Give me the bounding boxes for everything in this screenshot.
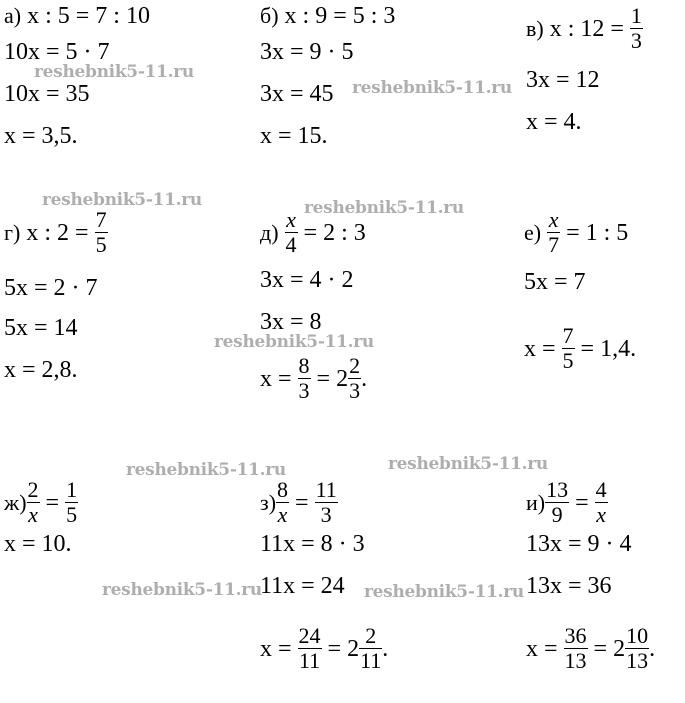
problem-i-final-fraction-1 — [564, 624, 588, 673]
watermark: reshebnik5-11.ru — [214, 332, 374, 352]
watermark: reshebnik5-11.ru — [304, 198, 464, 218]
problem-z-final-left: x = — [260, 636, 292, 663]
problem-zh-line-2: x = 10. — [4, 531, 72, 557]
problem-e-final-right: = 1,4. — [580, 336, 637, 363]
fraction-numerator: 7 — [562, 323, 574, 348]
problem-zh-fraction-1 — [27, 478, 40, 527]
problem-g-line-3: 5x = 14 — [4, 315, 78, 341]
problem-z-fraction-2 — [315, 478, 338, 527]
fraction-denominator: 13 — [626, 648, 649, 673]
problem-a-line-2: 10x = 5 · 7 — [4, 39, 110, 65]
problem-e-final-left: x = — [524, 336, 556, 363]
problem-e-equation — [524, 207, 629, 259]
problem-z-final-fraction-1 — [298, 624, 322, 673]
problem-zh-equation — [4, 477, 78, 529]
fraction-denominator: 3 — [630, 28, 642, 53]
problem-i-final-fraction-2 — [625, 624, 649, 673]
problem-d-eq-right: = 2 : 3 — [303, 220, 366, 247]
problem-z-eq: = — [295, 490, 309, 517]
problem-i-eq: = — [575, 490, 589, 517]
fraction-numerator: 10 — [626, 623, 649, 648]
problem-a-line-3: 10x = 35 — [4, 81, 90, 107]
fraction-numerator: 11 — [315, 477, 337, 502]
fraction-denominator: x — [28, 502, 38, 527]
problem-i-fraction-1 — [545, 478, 569, 527]
problem-z-equation — [260, 477, 338, 529]
fraction-numerator: 8 — [298, 353, 310, 378]
fraction-numerator: 13 — [546, 477, 569, 502]
problem-d-final-mid: = 2 — [316, 366, 349, 393]
fraction-numerator: x — [548, 207, 559, 232]
problem-i-final — [526, 623, 656, 675]
fraction-denominator: 13 — [564, 648, 587, 673]
problem-z-line-2: 11x = 8 · 3 — [260, 531, 365, 557]
problem-d-final — [260, 353, 368, 405]
problem-i-fraction-2 — [595, 478, 608, 527]
watermark: reshebnik5-11.ru — [352, 78, 512, 98]
problem-zh-fraction-2 — [65, 478, 78, 527]
problem-d-final-left: x = — [260, 366, 292, 393]
fraction-denominator: 11 — [298, 648, 321, 673]
problem-d-final-end: . — [361, 366, 368, 393]
problem-a-equation — [4, 2, 150, 30]
problem-e-final — [524, 323, 637, 375]
problem-g-label: г) — [4, 220, 21, 246]
fraction-denominator: 11 — [360, 648, 382, 673]
problem-zh-label: ж) — [4, 490, 27, 516]
problem-g-fraction — [95, 208, 108, 257]
problem-i-final-end: . — [649, 636, 656, 663]
problem-z-final-fraction-2 — [359, 624, 382, 673]
watermark: reshebnik5-11.ru — [34, 62, 194, 82]
fraction-numerator: 1 — [630, 3, 642, 28]
fraction-denominator: 5 — [66, 502, 78, 527]
fraction-numerator: x — [286, 207, 296, 232]
problem-a-line-1: x : 5 = 7 : 10 — [27, 3, 150, 29]
fraction-numerator: 1 — [66, 477, 78, 502]
fraction-numerator: 2 — [359, 624, 382, 649]
watermark: reshebnik5-11.ru — [364, 582, 524, 602]
fraction-denominator: 3 — [349, 378, 361, 403]
problem-g-line-4: x = 2,8. — [4, 357, 78, 383]
problem-v-label: в) — [526, 16, 544, 42]
problem-b-line-3: 3x = 45 — [260, 81, 334, 107]
problem-b-line-4: x = 15. — [260, 123, 328, 149]
problem-b-line-1: x : 9 = 5 : 3 — [284, 3, 396, 29]
problem-z-line-3: 11x = 24 — [260, 573, 345, 599]
fraction-denominator: 9 — [551, 502, 563, 527]
problem-v-equation — [526, 3, 643, 55]
problem-v-line-2: 3x = 12 — [526, 67, 600, 93]
problem-a-line-4: x = 3,5. — [4, 123, 78, 149]
problem-zh-eq: = — [45, 490, 60, 517]
fraction-denominator: 4 — [285, 232, 297, 257]
fraction-numerator: 24 — [298, 623, 321, 648]
problem-e-eq-right: = 1 : 5 — [566, 220, 629, 247]
fraction-denominator: 3 — [320, 502, 332, 527]
fraction-numerator: 2 — [27, 477, 39, 502]
fraction-denominator: 5 — [562, 348, 574, 373]
problem-g-equation — [4, 207, 108, 259]
problem-d-fraction — [285, 208, 298, 257]
problem-i-final-left: x = — [526, 636, 558, 663]
problem-d-final-fraction-2 — [348, 354, 361, 403]
problem-g-line-2: 5x = 2 · 7 — [4, 275, 98, 301]
watermark: reshebnik5-11.ru — [388, 454, 548, 474]
problem-e-label: е) — [524, 220, 542, 246]
problem-e-fraction — [547, 208, 560, 257]
problem-z-final-end: . — [382, 636, 389, 663]
problem-z-fraction-1 — [276, 478, 289, 527]
problem-b-label: б) — [260, 3, 279, 28]
problem-i-label: и) — [526, 490, 546, 516]
fraction-numerator: 2 — [349, 353, 361, 378]
watermark: reshebnik5-11.ru — [42, 190, 202, 210]
fraction-denominator: 3 — [298, 378, 310, 403]
problem-e-line-2: 5x = 7 — [524, 269, 586, 295]
problem-z-final-mid: = 2 — [327, 636, 360, 663]
fraction-numerator: 4 — [595, 477, 607, 502]
problem-i-line-2: 13x = 9 · 4 — [526, 531, 632, 557]
fraction-numerator: 36 — [564, 623, 587, 648]
fraction-numerator: 7 — [95, 207, 107, 232]
problem-g-eq-left: x : 2 = — [26, 220, 89, 247]
problem-z-final — [260, 623, 389, 675]
fraction-numerator: 8 — [277, 477, 289, 502]
problem-d-line-3: 3x = 8 — [260, 309, 322, 335]
problem-d-label: д) — [260, 220, 279, 246]
problem-i-equation — [526, 477, 608, 529]
fraction-denominator: x — [277, 502, 288, 527]
problem-z-label: з) — [260, 490, 277, 516]
problem-v-line-3: x = 4. — [526, 109, 582, 135]
watermark: reshebnik5-11.ru — [102, 580, 262, 600]
problem-b-equation — [260, 2, 395, 30]
fraction-denominator: 5 — [95, 232, 107, 257]
problem-v-fraction — [630, 4, 643, 53]
problem-e-final-fraction — [562, 324, 575, 373]
fraction-denominator: x — [596, 502, 607, 527]
problem-v-eq-left: x : 12 = — [549, 16, 624, 43]
problem-i-final-mid: = 2 — [593, 636, 626, 663]
problem-i-line-3: 13x = 36 — [526, 573, 612, 599]
problem-d-final-fraction-1 — [298, 354, 311, 403]
fraction-denominator: 7 — [548, 232, 560, 257]
watermark: reshebnik5-11.ru — [126, 460, 286, 480]
problem-b-line-2: 3x = 9 · 5 — [260, 39, 354, 65]
problem-d-line-2: 3x = 4 · 2 — [260, 267, 354, 293]
problem-a-label: а) — [4, 3, 22, 28]
